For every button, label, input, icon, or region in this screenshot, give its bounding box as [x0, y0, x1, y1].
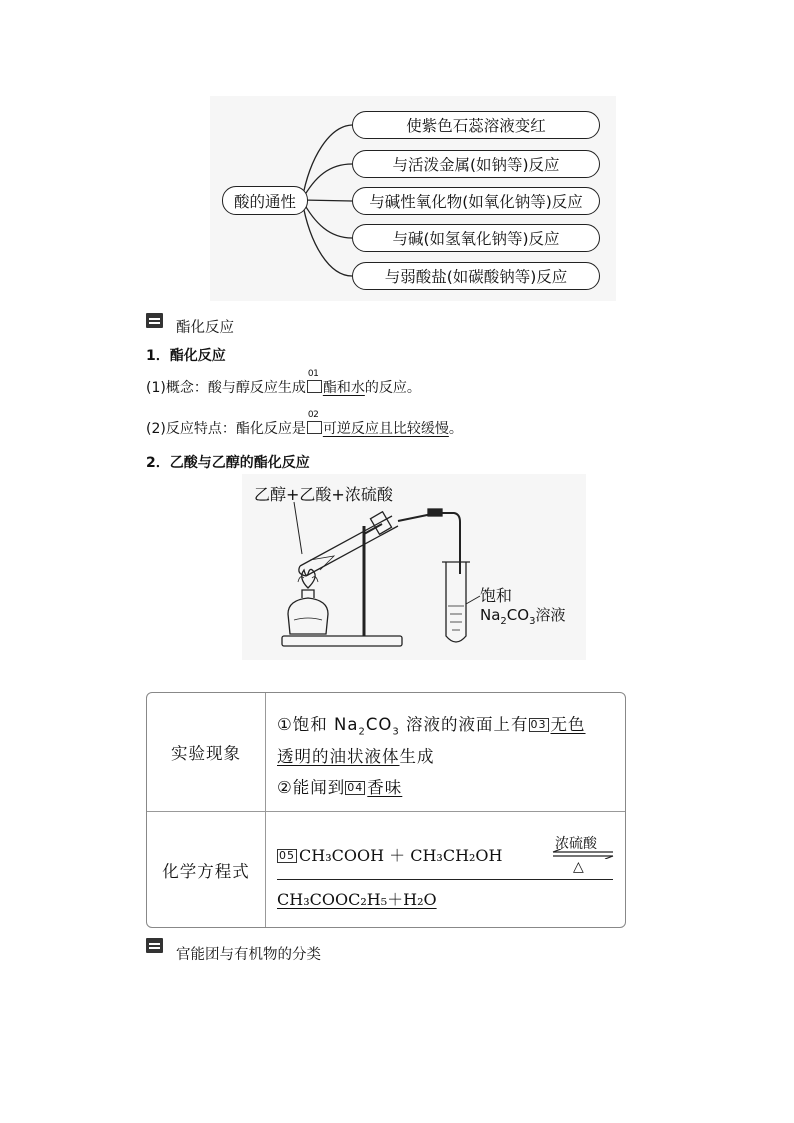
item-heading: 1．酯化反应 — [146, 348, 226, 364]
apparatus-label-reagents: 乙醇+乙酸+浓硫酸 — [254, 485, 393, 504]
section-title: 官能团与有机物的分类 — [176, 947, 321, 963]
phenomenon-line-2: 透明的油状液体生成 — [277, 747, 435, 766]
mindmap-branch-1: 使紫色石蕊溶液变红 — [352, 111, 600, 139]
mindmap-branch-5: 与弱酸盐(如碳酸钠等)反应 — [352, 262, 600, 290]
answer-blank: 01 — [307, 380, 322, 393]
equation-line-2 — [277, 887, 437, 910]
stand-base — [282, 636, 402, 646]
answer-blank: 04 — [347, 781, 364, 794]
concept-answer: 酯和水 — [322, 380, 365, 396]
reversible-arrow — [551, 849, 615, 859]
feature-prefix: (2)反应特点：酯化反应是 — [146, 421, 306, 437]
feature-answer: 可逆反应且比较缓慢 — [322, 421, 449, 437]
test-tube — [300, 516, 398, 576]
apparatus-label-solution-1: 饱和 — [480, 586, 513, 605]
feature-suffix: 。 — [448, 421, 463, 437]
equation-underline — [277, 879, 613, 880]
equation-catalyst: 浓硫酸 — [555, 836, 597, 852]
answer-blank: 05 — [279, 849, 295, 862]
mindmap-branch-4: 与碱(如氢氧化钠等)反应 — [352, 224, 600, 252]
item-heading: 2．乙酸与乙醇的酯化反应 — [146, 455, 310, 471]
feature-line — [146, 410, 463, 438]
equation-reactants: CH₃COOH ＋ CH₃CH₂OH — [299, 846, 503, 865]
phenomenon-line-3: ②能闻到 04 香味 — [277, 778, 403, 797]
apparatus-drawing — [242, 474, 586, 660]
row-label-phenomenon: 实验现象 — [171, 744, 241, 763]
equation-heat-symbol: △ — [573, 859, 584, 875]
equation-products: CH₃COOC₂H₅＋H₂O — [277, 890, 437, 909]
concept-suffix: 的反应。 — [364, 380, 421, 396]
row-label-equation: 化学方程式 — [162, 862, 250, 881]
concept-line — [146, 369, 421, 397]
section-icon — [146, 938, 163, 953]
apparatus-label-solution-2: $Na_2CO_3$溶液 — [480, 606, 566, 627]
concept-prefix: (1)概念：酸与醇反应生成 — [146, 380, 306, 396]
equation-line-1 — [277, 843, 503, 866]
phenomenon-line-1: ①饱和 $Na_2CO_3$ 溶液的液面上有 03 无色 — [277, 715, 586, 738]
mindmap-branch-3: 与碱性氧化物(如氧化钠等)反应 — [352, 187, 600, 215]
experiment-table — [146, 692, 626, 928]
section-icon — [146, 313, 163, 328]
mindmap-branch-2: 与活泼金属(如钠等)反应 — [352, 150, 600, 178]
answer-blank: 02 — [307, 421, 322, 434]
spirit-lamp — [288, 598, 328, 634]
answer-blank: 03 — [530, 718, 547, 731]
mindmap-center: 酸的通性 — [222, 186, 308, 215]
section-title: 酯化反应 — [176, 320, 234, 336]
